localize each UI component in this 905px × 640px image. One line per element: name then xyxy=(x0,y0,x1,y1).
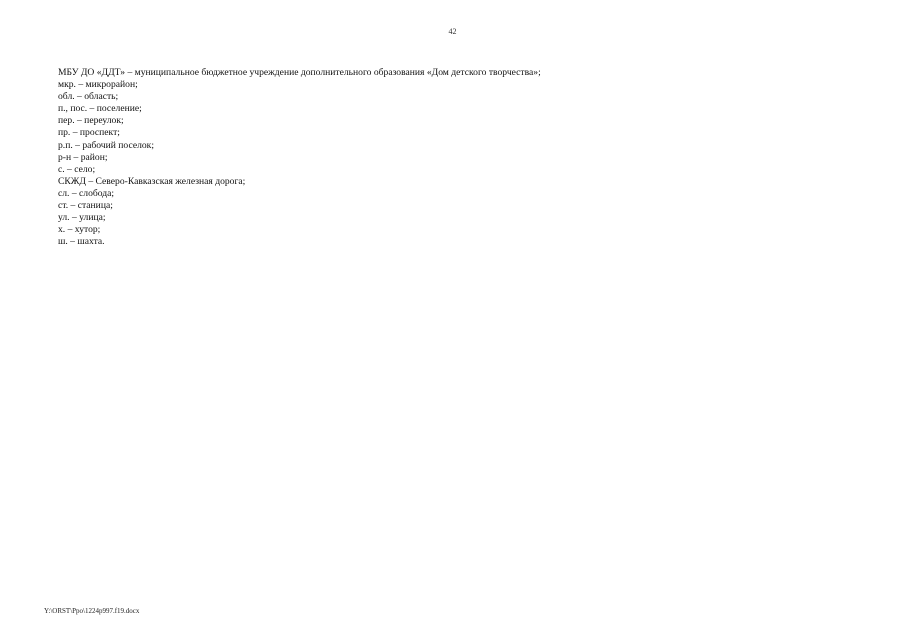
abbreviation-item: сл. – слобода; xyxy=(58,187,115,199)
abbreviation-item: х. – хутор; xyxy=(58,224,101,236)
abbreviation-item: обл. – область; xyxy=(58,91,119,103)
abbreviation-item: ул. – улица; xyxy=(58,212,106,224)
abbreviation-item: пер. – переулок; xyxy=(58,115,124,127)
abbreviation-item: р-н – район; xyxy=(58,151,108,163)
abbreviation-item: п., пос. – поселение; xyxy=(58,103,142,115)
abbreviation-list xyxy=(58,67,541,248)
abbreviation-item: ш. – шахта. xyxy=(58,236,105,248)
abbreviation-item: СКЖД – Северо-Кавказская железная дорога; xyxy=(58,175,246,187)
abbreviation-item: ст. – станица; xyxy=(58,200,113,212)
abbreviation-item: пр. – проспект; xyxy=(58,127,120,139)
abbreviation-item: мкр. – микрорайон; xyxy=(58,79,138,91)
abbreviation-item: р.п. – рабочий поселок; xyxy=(58,139,155,151)
abbreviation-item: МБУ ДО «ДДТ» – муниципальное бюджетное учреждение дополнительного образования «Дом детского творчества»; xyxy=(58,67,541,78)
footer-file-path: Y:\ORST\Ppo\1224p997.f19.docx xyxy=(44,607,140,615)
abbreviation-item: с. – село; xyxy=(58,163,96,175)
page-number: 42 xyxy=(448,27,457,36)
